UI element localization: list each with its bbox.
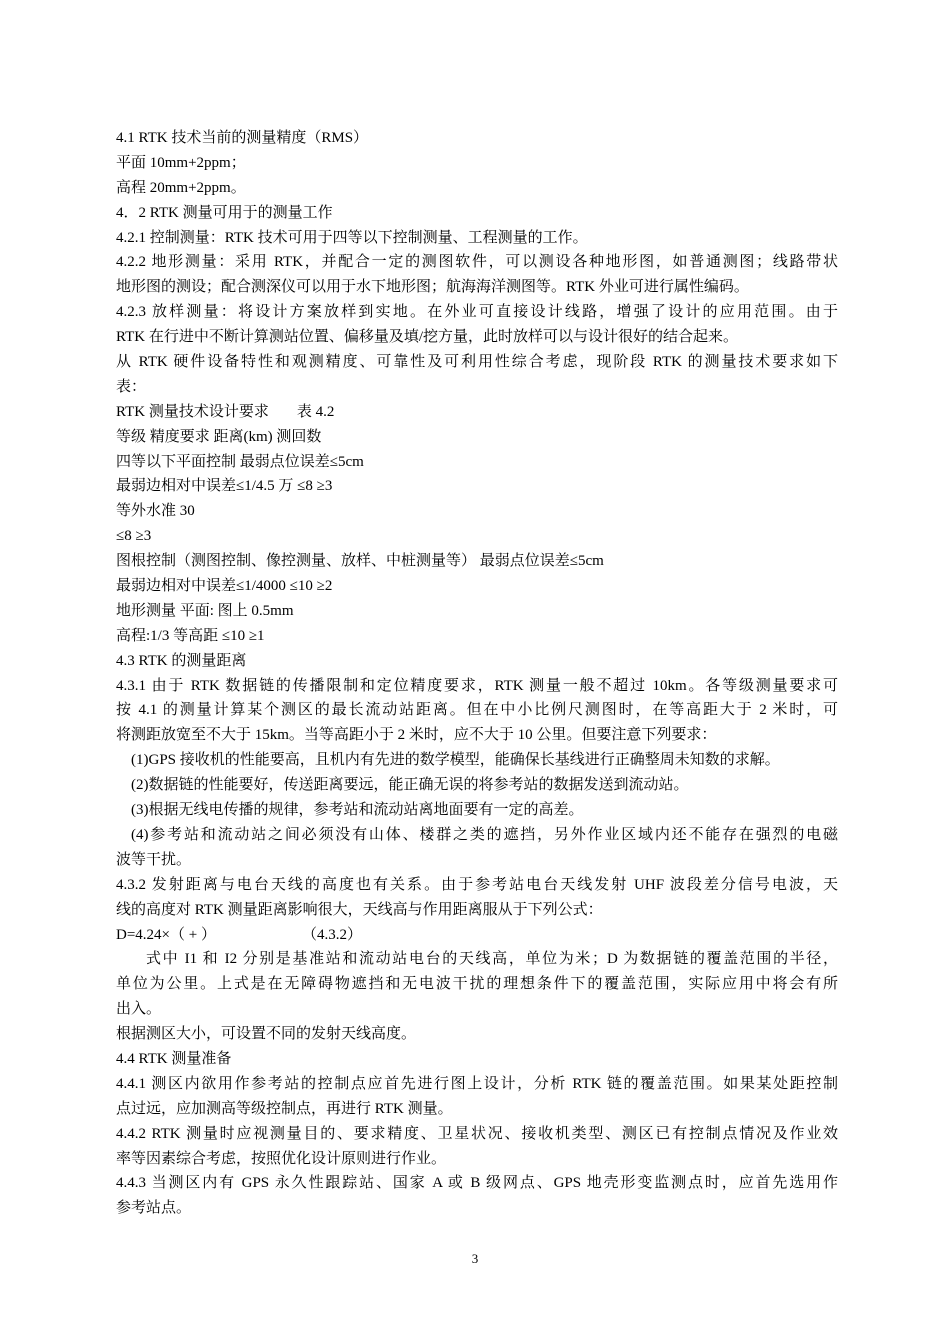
list-item: (3)根据无线电传播的规律，参考站和流动站离地面要有一定的高差。 [131, 802, 584, 819]
text-line: RTK 在行进中不断计算测站位置、偏移量及填/挖方量，此时放样可以与设计很好的结合起来。 [116, 329, 739, 346]
text-line: 平面 10mm+2ppm； [116, 154, 246, 171]
text-line: 出入。 [116, 1001, 162, 1018]
text-line: 4.4.2 RTK 测量时应视测量目的、要求精度、卫星状况、接收机类型、测区已有控制点情况及作业效 [116, 1125, 838, 1142]
table-text-line: 地形测量 平面: 图上 0.5mm [116, 602, 294, 619]
table-caption [116, 400, 838, 425]
heading-4-1: 4.1 RTK 技术当前的测量精度（RMS） [116, 130, 369, 146]
formula-line [116, 923, 838, 948]
text-line: 参考站点。 [116, 1200, 192, 1217]
text-line: 4.4.1 测区内欲用作参考站的控制点应首先进行图上设计，分析 RTK 链的覆盖范围。如果某处距控制 [116, 1075, 838, 1092]
text-line: 高程 20mm+2ppm。 [116, 179, 246, 196]
text-line: 4.2.1 控制测量：RTK 技术可用于四等以下控制测量、工程测量的工作。 [116, 229, 588, 246]
list-item: (1)GPS 接收机的性能要高，且机内有先进的数学模型，能确保长基线进行正确整周未知数的求解。 [131, 752, 780, 769]
formula-number: （4.3.2） [301, 926, 362, 943]
text-line: 表： [116, 378, 147, 395]
text-line: 点过远，应加测高等级控制点，再进行 RTK 测量。 [116, 1100, 453, 1117]
text-line: 将测距放宽至不大于 15km。当等高距小于 2 米时，应不大于 10 公里。但要注意下列要求： [116, 727, 717, 744]
table-text-line: 四等以下平面控制 最弱点位误差≤5cm [116, 453, 364, 470]
text-line: 根据测区大小，可设置不同的发射天线高度。 [116, 1026, 417, 1043]
heading-4-3: 4.3 RTK 的测量距离 [116, 652, 247, 669]
text-line: 线的高度对 RTK 测量距离影响很大，天线高与作用距离服从于下列公式： [116, 901, 603, 918]
table-text-line: 高程:1/3 等高距 ≤10 ≥1 [116, 627, 265, 644]
formula: D=4.24×（ + ） [116, 926, 216, 943]
text-line: 按 4.1 的测量计算某个测区的最长流动站距离。但在中小比例尺测图时，在等高距大于 2 米时，可 [116, 702, 838, 719]
table-text-line: 等外水准 30 [116, 503, 195, 520]
heading-4-2: 4．2 RTK 测量可用于的测量工作 [116, 204, 333, 221]
list-item: (2)数据链的性能要好，传送距离要远，能正确无误的将参考站的数据发送到流动站。 [131, 777, 689, 794]
text-line: 单位为公里。上式是在无障碍物遮挡和无电波干扰的理想条件下的覆盖范围，实际应用中将会有所 [116, 976, 838, 993]
text-line: 式中 I1 和 I2 分别是基准站和流动站电台的天线高，单位为米；D 为数据链的覆盖范围的半径， [146, 951, 838, 968]
list-item: (4)参考站和流动站之间必须没有山体、楼群之类的遮挡，另外作业区域内还不能存在强烈的电磁 [131, 826, 838, 843]
text-line: 从 RTK 硬件设备特性和观测精度、可靠性及可利用性综合考虑，现阶段 RTK 的测量技术要求如下 [116, 354, 838, 371]
table-text-line: ≤8 ≥3 [116, 528, 152, 545]
table-text-line: 图根控制（测图控制、像控测量、放样、中桩测量等） 最弱点位误差≤5cm [116, 553, 604, 570]
text-line: 4.4.3 当测区内有 GPS 永久性跟踪站、国家 A 或 B 级网点、GPS 地壳形变监测点时，应首先选用作 [116, 1175, 838, 1192]
page-number: 3 [471, 1251, 479, 1266]
text-line: 4.2.2 地形测量：采用 RTK，并配合一定的测图软件，可以测设各种地形图，如普通测图；线路带状 [116, 254, 838, 271]
table-title: RTK 测量技术设计要求 [116, 403, 269, 420]
list-item-continuation: 波等干扰。 [116, 851, 192, 868]
heading-4-4: 4.4 RTK 测量准备 [116, 1050, 232, 1067]
text-line: 4.3.2 发射距离与电台天线的高度也有关系。由于参考站电台天线发射 UHF 波段差分信号电波，天 [116, 876, 838, 893]
document-body [116, 126, 838, 1221]
table-text-line: 最弱边相对中误差≤1/4000 ≤10 ≥2 [116, 578, 333, 595]
table-number: 表 4.2 [296, 403, 335, 420]
text-line: 4.3.1 由于 RTK 数据链的传播限制和定位精度要求，RTK 测量一般不超过 10km。各等级测量要求可 [116, 677, 838, 694]
table-header-line: 等级 精度要求 距离(km) 测回数 [116, 428, 322, 445]
text-line: 地形图的测设；配合测深仪可以用于水下地形图；航海海洋测图等。RTK 外业可进行属性编码。 [116, 279, 749, 296]
text-line: 率等因素综合考虑，按照优化设计原则进行作业。 [116, 1150, 447, 1167]
table-text-line: 最弱边相对中误差≤1/4.5 万 ≤8 ≥3 [116, 478, 333, 495]
text-line: 4.2.3 放样测量：将设计方案放样到实地。在外业可直接设计线路，增强了设计的应用范围。由于 [116, 304, 838, 321]
